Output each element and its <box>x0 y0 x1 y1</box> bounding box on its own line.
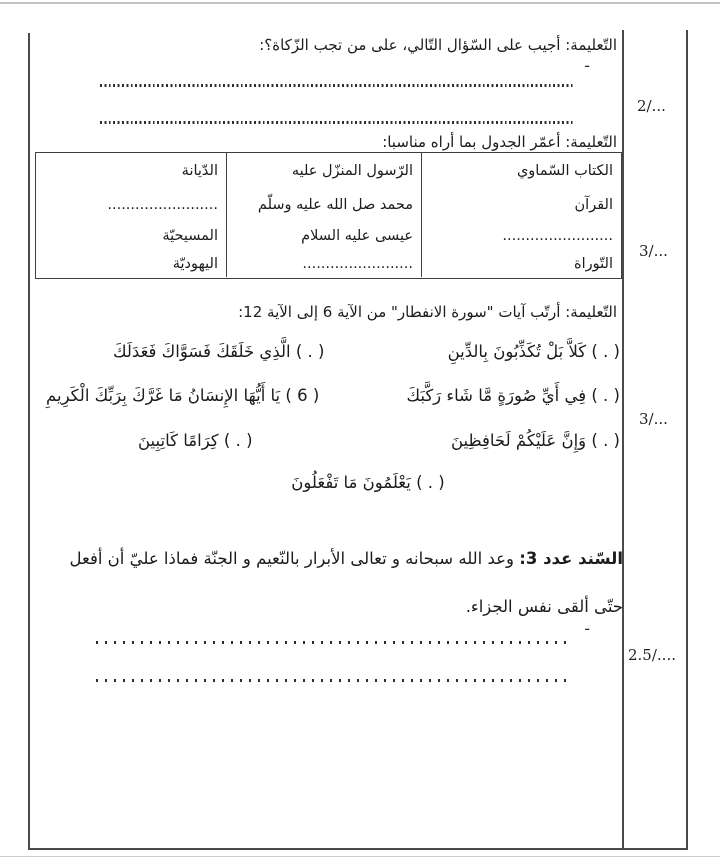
q3-verse-yalamun[interactable]: ( . ) يَعْلَمُونَ مَا تَفْعَلُونَ <box>291 473 445 492</box>
q2-cell-messenger-blank[interactable]: ........................ <box>226 251 421 277</box>
q2-cell-religion-blank[interactable]: ........................ <box>107 196 218 213</box>
q2-instruction: التّعليمة: أعمّر الجدول بما أراه مناسبا: <box>382 133 617 151</box>
q2-cell-religion-christianity: المسيحيّة <box>162 227 218 244</box>
q4-answer-dash: - <box>584 619 590 638</box>
q2-cell-book-blank[interactable]: ........................ <box>421 220 621 251</box>
q3-verse-row-1 <box>28 337 623 367</box>
q3-verse-wa-inna[interactable]: ( . ) وَإِنَّ عَلَيْكُمْ لَحَافِظِينَ <box>450 431 620 450</box>
q3-verse-alladhi[interactable]: ( . ) الَّذِي خَلَقَكَ فَسَوَّاكَ فَعَدَلَكَ <box>113 342 325 361</box>
exam-content <box>28 0 623 865</box>
q2-cell-messenger-muhammad: محمد صل الله عليه وسلّم <box>226 189 421 220</box>
q4-sanad-text <box>28 535 623 631</box>
q3-verse-row-2 <box>28 381 623 411</box>
q2-cell-book-quran: القرآن <box>421 189 621 220</box>
q4-sanad-body: وعد الله سبحانه و تعالى الأبرار بالنّعيم و الجنّة فماذا عليّ أن أفعل حتّى ألقى نفس الجزاء. <box>69 549 623 616</box>
score-q2: 3/... <box>639 242 668 260</box>
q2-cell-religion-judaism: اليهوديّة <box>172 256 218 272</box>
q2-header-religion: الدّيانة <box>181 163 218 179</box>
score-q4: 2.5/.... <box>628 646 676 664</box>
q1-answer-line-1[interactable] <box>100 84 573 87</box>
q3-verse-row-3 <box>28 426 623 456</box>
q2-cell-book-torah: التّوراة <box>421 251 621 277</box>
score-q3: 3/... <box>639 410 668 428</box>
score-q1: 2/... <box>637 97 666 115</box>
q1-answer-line-2[interactable] <box>100 121 573 124</box>
q3-instruction: التّعليمة: أرتّب آيات "سورة الانفطار" من الآية 6 إلى الآية 12: <box>238 303 617 321</box>
q1-instruction: التّعليمة: أجيب على السّؤال التّالي، على من تجب الزّكاة؟: <box>259 36 617 54</box>
q2-table <box>35 152 622 279</box>
q2-header-messenger: الرّسول المنزّل عليه <box>226 153 421 189</box>
q1-answer-dash: - <box>584 56 590 75</box>
q2-header-holy-book: الكتاب السّماوي <box>421 153 621 189</box>
page-right-border <box>686 30 688 849</box>
q4-sanad-lead: السّند عدد 3: <box>519 549 623 568</box>
q3-verse-kalla[interactable]: ( . ) كَلاَّ بَلْ تُكَذِّبُونَ بِالدِّينِ <box>447 342 620 361</box>
q4-answer-line-2[interactable] <box>96 679 568 682</box>
q3-verse-kiraman[interactable]: ( . ) كِرَامًا كَاتِبِينَ <box>138 431 253 450</box>
q3-verse-fi-ayyi[interactable]: ( . ) فِي أَيِّ صُورَةٍ مَّا شَاء رَكَّبَكَ <box>406 386 620 405</box>
q3-verse-ya-ayyuha[interactable]: ( 6 ) يَا أَيُّهَا الإِنسَانُ مَا غَرَّكَ بِرَبِّكَ الْكَرِيمِ <box>46 386 320 405</box>
q2-cell-messenger-issa: عيسى عليه السلام <box>226 220 421 251</box>
q4-answer-line-1[interactable] <box>96 641 568 644</box>
